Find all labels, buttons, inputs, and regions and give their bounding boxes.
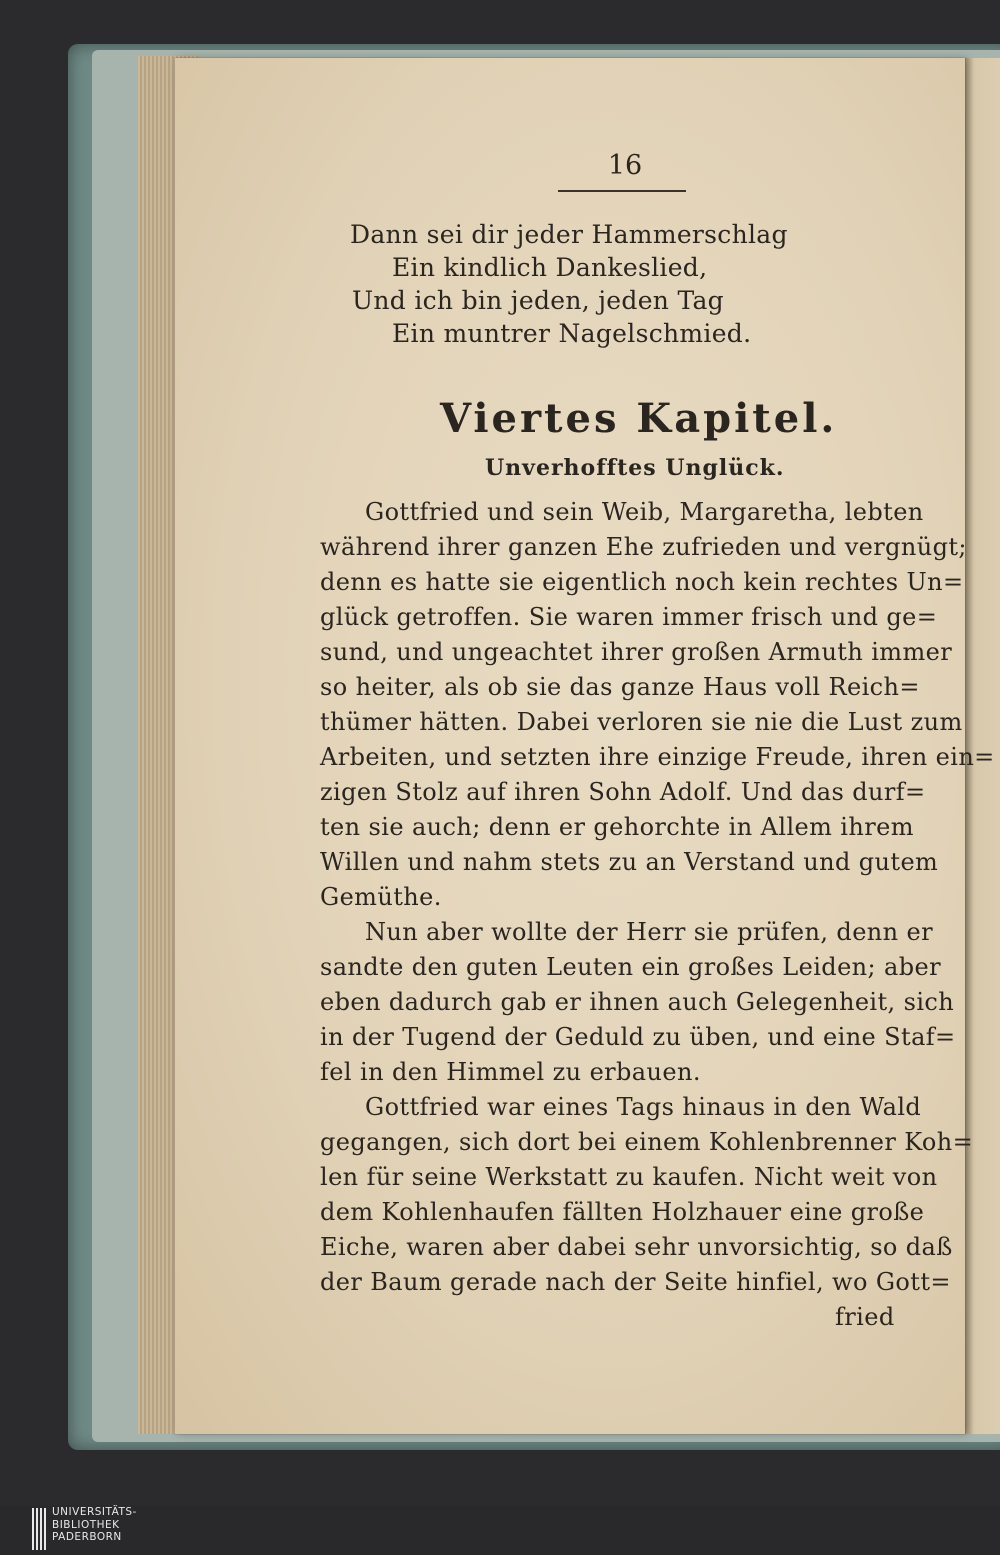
body-line: glück getroffen. Sie waren immer frisch und ge= [320, 603, 938, 631]
body-line: der Baum gerade nach der Seite hinfiel, wo Gott= [320, 1268, 951, 1296]
body-line: Nun aber wollte der Herr sie prüfen, denn er [365, 918, 934, 946]
library-logo-icon [32, 1508, 46, 1550]
body-line: dem Kohlenhaufen fällten Holzhauer eine große [320, 1198, 925, 1226]
body-line: Gemüthe. [320, 883, 442, 911]
body-line: Gottfried und sein Weib, Margaretha, lebten [365, 498, 924, 526]
body-line: Eiche, waren aber dabei sehr unvorsichtig, so daß [320, 1233, 953, 1261]
chapter-title: Viertes Kapitel. [440, 395, 838, 442]
logo-line: UNIVERSITÄTS- [52, 1506, 137, 1518]
body-line: fel in den Himmel zu erbauen. [320, 1058, 701, 1086]
poem-line: Dann sei dir jeder Hammerschlag [350, 220, 788, 249]
body-line: sandte den guten Leuten ein großes Leiden; aber [320, 953, 941, 981]
header-rule [558, 190, 686, 192]
footer-bar [0, 1505, 1000, 1555]
body-line: denn es hatte sie eigentlich noch kein rechtes Un= [320, 568, 964, 596]
page-number: 16 [607, 150, 643, 181]
logo-line: BIBLIOTHEK [52, 1518, 120, 1531]
catchword: fried [835, 1303, 895, 1331]
body-line: zigen Stolz auf ihren Sohn Adolf. Und das durf= [320, 778, 926, 806]
body-line: gegangen, sich dort bei einem Kohlenbrenner Koh= [320, 1128, 974, 1156]
body-line: Willen und nahm stets zu an Verstand und gutem [320, 848, 939, 876]
logo-line: PADERBORN [52, 1531, 122, 1543]
body-line: sund, und ungeachtet ihrer großen Armuth immer [320, 638, 953, 666]
body-line: während ihrer ganzen Ehe zufrieden und vergnügt; [320, 533, 967, 561]
body-line: eben dadurch gab er ihnen auch Gelegenheit, sich [320, 988, 955, 1016]
poem-line: Und ich bin jeden, jeden Tag [352, 286, 724, 315]
body-line: len für seine Werkstatt zu kaufen. Nicht weit von [320, 1163, 938, 1191]
body-line: Arbeiten, und setzten ihre einzige Freude, ihren ein= [320, 743, 995, 771]
poem-line: Ein kindlich Dankeslied, [392, 253, 708, 282]
body-line: ten sie auch; denn er gehorchte in Allem ihrem [320, 813, 914, 841]
chapter-subtitle: Unverhofftes Unglück. [485, 455, 785, 481]
poem-line: Ein muntrer Nagelschmied. [392, 319, 752, 348]
body-line: in der Tugend der Geduld zu üben, und eine Staf= [320, 1023, 956, 1051]
body-line: so heiter, als ob sie das ganze Haus voll Reich= [320, 673, 920, 701]
body-line: Gottfried war eines Tags hinaus in den Wald [365, 1093, 922, 1121]
library-logo-text [52, 1506, 137, 1544]
body-line: thümer hätten. Dabei verloren sie nie die Lust zum [320, 708, 963, 736]
